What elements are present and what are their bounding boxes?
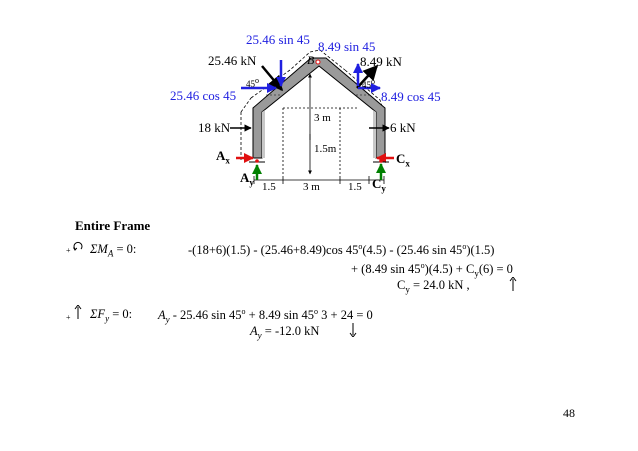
label-25-46-sin-45: 25.46 sin 45 <box>246 32 310 47</box>
ccw-moment-icon <box>72 240 84 252</box>
moment-line-1: -(18+6)(1.5) - (25.46+8.49)cos 45$^o$(4.5) - (25.46 sin 45$^o$)(1.5) <box>188 242 495 258</box>
moment-lhs: $\Sigma M_A = 0$: <box>90 242 137 259</box>
force-lhs: $\Sigma F_y = 0$: <box>90 307 133 324</box>
label-25-46-cos-45: 25.46 cos 45 <box>170 88 237 103</box>
hinge-b <box>316 60 320 64</box>
moment-sign: + <box>66 246 71 255</box>
label-8-49-cos-45: 8.49 cos 45 <box>381 89 441 104</box>
dim-left-label: 1.5 <box>262 181 276 193</box>
label-c-y: $C_y$ <box>372 176 386 194</box>
support-c-pin <box>379 159 383 163</box>
label-c-x: $C_x$ <box>396 151 410 169</box>
label-18-kn: 18 kN <box>198 120 231 135</box>
angle-left-label: 45o <box>246 76 259 89</box>
moment-line-2: + (8.49 $\sin 45^o)(4.5) + C_y(6) = 0$ <box>351 261 513 279</box>
section-title: Entire Frame <box>75 218 151 233</box>
label-8-49-sin-45: 8.49 sin 45 <box>318 39 376 54</box>
force-result: $A_y = -12.0$ kN <box>250 324 320 341</box>
label-8-49-kn: 8.49 kN <box>360 54 402 69</box>
label-a-y: $A_y$ <box>240 170 254 188</box>
dim-3m-vertical-label: 3 m <box>314 112 331 124</box>
arrow-up-icon <box>509 277 517 291</box>
dim-1-5m-vertical-label: 1.5m <box>314 143 337 155</box>
label-6-kn: 6 kN <box>390 120 416 135</box>
apex-label-b: B <box>307 53 315 67</box>
force-sign: + <box>66 313 71 322</box>
dim-mid-label: 3 m <box>303 181 320 193</box>
up-sign-convention-icon <box>74 305 82 319</box>
page-number: 48 <box>563 406 575 420</box>
support-a-pin <box>255 159 259 163</box>
angle-right-label: 45o <box>362 77 375 90</box>
arrow-down-icon <box>349 323 357 337</box>
dim-right-label: 1.5 <box>348 181 362 193</box>
force-expression: $A_y - 25.46$ $\sin 45^o + 8.49$ sin 45$^o$ 3 + 24 = 0 <box>158 307 373 325</box>
label-a-x: $A_x$ <box>216 148 230 166</box>
label-25-46-kn: 25.46 kN <box>208 53 257 68</box>
moment-result: $C_y = 24.0$ kN , <box>397 278 470 295</box>
